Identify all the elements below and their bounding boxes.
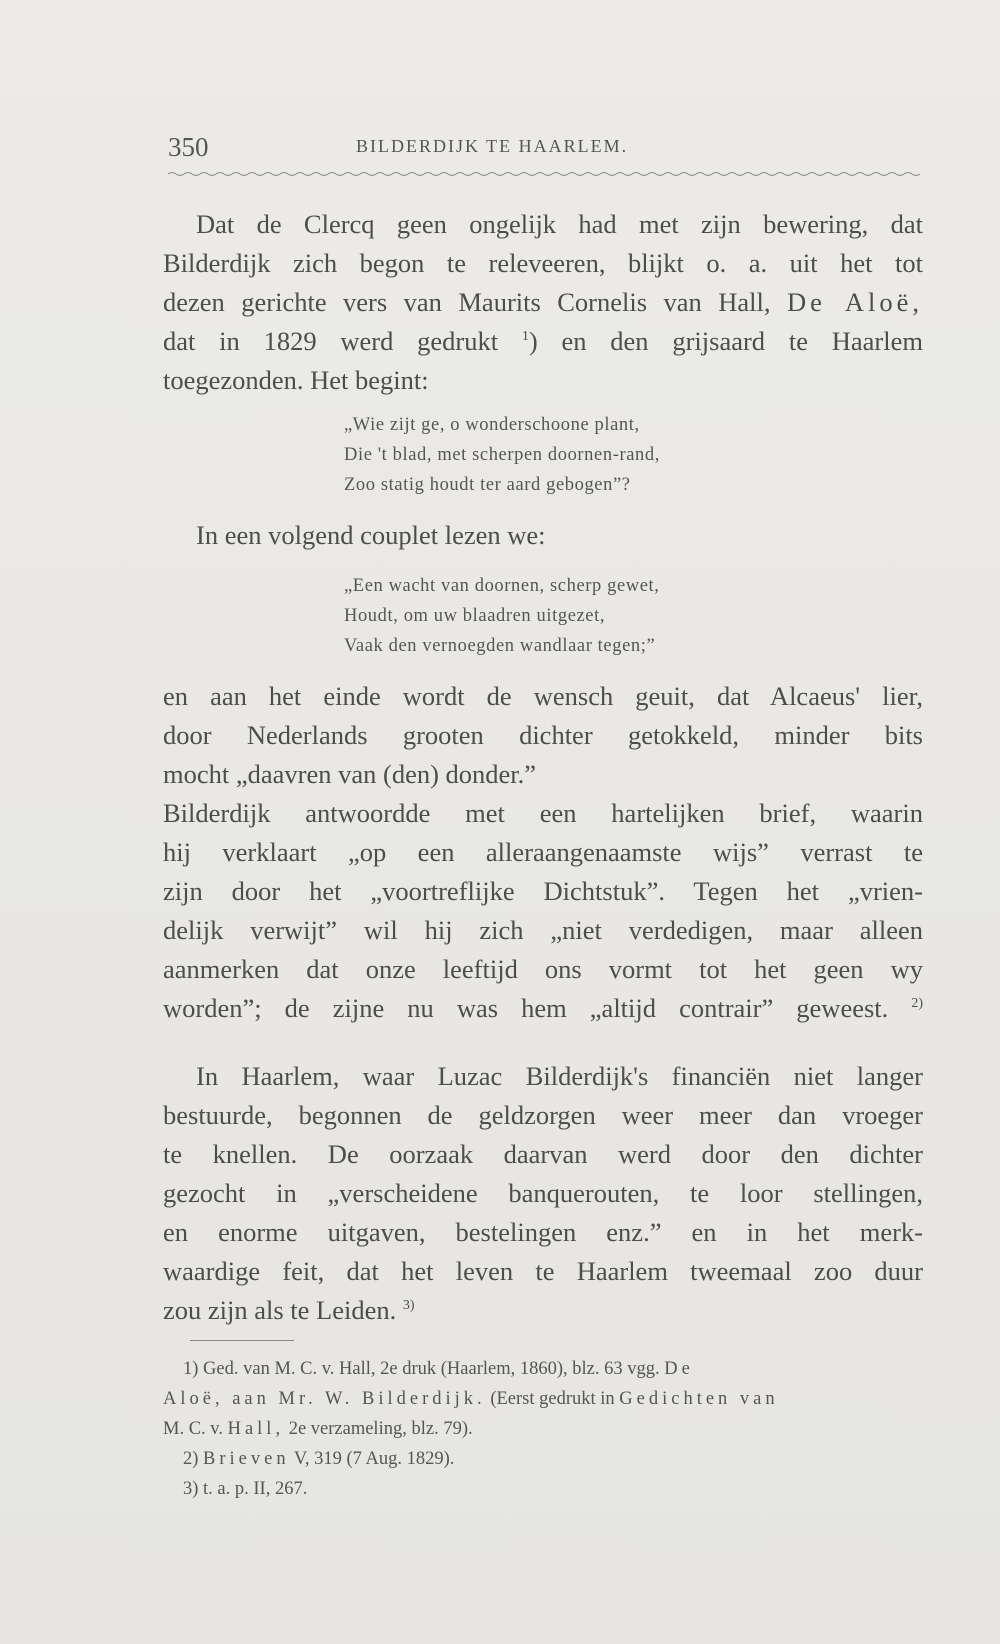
page-number: 350 <box>168 132 209 162</box>
poem-title: De Aloë, <box>786 287 923 317</box>
footnote-divider <box>190 1340 294 1341</box>
text-line: zijn door het „voortreflijke Dichtstuk”. Tegen het „vrien- <box>163 876 923 906</box>
footnotes <box>163 1354 923 1504</box>
text-line: te knellen. De oorzaak daarvan werd door den dichter <box>163 1139 923 1169</box>
text-line: Bilderdijk antwoordde met een hartelijken brief, waarin <box>163 798 923 828</box>
text-line: gezocht in „verscheidene banquerouten, te loor stellingen, <box>163 1178 923 1208</box>
text-line: In Haarlem, waar Luzac Bilderdijk's financiën niet langer <box>196 1061 923 1091</box>
text-line: dat in 1829 werd gedrukt $^1$) en den grijsaard te Haarlem <box>163 326 923 356</box>
verse-quote-2 <box>344 571 660 661</box>
running-title: BILDERDIJK TE HAARLEM. <box>356 136 629 156</box>
footnote-1-line-2: Aloë, aan Mr. W. Bilderdijk. (Eerst gedrukt in Gedichten van <box>163 1389 779 1409</box>
text-line: zou zijn als te Leiden. $^{3)}$ <box>163 1295 415 1325</box>
text-line: en aan het einde wordt de wensch geuit, dat Alcaeus' lier, <box>163 681 923 711</box>
text-line: door Nederlands grooten dichter getokkeld, minder bits <box>163 720 923 750</box>
header-wavy-rule <box>168 170 920 178</box>
verse-line: Houdt, om uw blaadren uitgezet, <box>344 606 606 626</box>
footnote-mark: 2) <box>911 996 923 1012</box>
paragraph-1 <box>163 205 923 400</box>
text-line: dezen gerichte vers van Maurits Cornelis van Hall, De Aloë, <box>163 287 923 317</box>
verse-line: „Een wacht van doornen, scherp gewet, <box>344 576 660 596</box>
footnote-mark: 1 <box>521 329 529 345</box>
text-line: bestuurde, begonnen de geldzorgen weer meer dan vroeger <box>163 1100 923 1130</box>
verse-line: Vaak den vernoegden wandlaar tegen;” <box>344 636 656 656</box>
running-header <box>168 132 928 172</box>
paragraph-2 <box>163 516 923 555</box>
text-line: Bilderdijk zich begon te releveeren, blijkt o. a. uit het tot <box>163 248 923 278</box>
text-line: hij verklaart „op een alleraangenaamste wijs” verrast te <box>163 837 923 867</box>
text-line: waardige feit, dat het leven te Haarlem tweemaal zoo duur <box>163 1256 923 1286</box>
footnote-1-line-1: 1) Ged. van M. C. v. Hall, 2e druk (Haarlem, 1860), blz. 63 vgg. De <box>183 1359 694 1379</box>
text-line: toegezonden. Het begint: <box>163 365 429 395</box>
verse-quote-1 <box>344 410 660 500</box>
text-line: In een volgend couplet lezen we: <box>196 520 546 550</box>
footnote-2: 2) Brieven V, 319 (7 Aug. 1829). <box>183 1449 455 1469</box>
verse-line: „Wie zijt ge, o wonderschoone plant, <box>344 415 640 435</box>
paragraph-3 <box>163 677 923 794</box>
text-line: Dat de Clercq geen ongelijk had met zijn bewering, dat <box>196 209 923 239</box>
verse-line: Die 't blad, met scherpen doornen-rand, <box>344 445 660 465</box>
text-line: en enorme uitgaven, bestelingen enz.” en in het merk- <box>163 1217 923 1247</box>
footnote-1-line-3: M. C. v. Hall, 2e verzameling, blz. 79). <box>163 1419 473 1439</box>
paragraph-4 <box>163 794 923 1028</box>
paragraph-5 <box>163 1057 923 1330</box>
footnote-3: 3) t. a. p. II, 267. <box>183 1479 308 1499</box>
text-line: worden”; de zijne nu was hem „altijd contrair” geweest. $^{2)}$ <box>163 993 923 1023</box>
text-line: aanmerken dat onze leeftijd ons vormt tot het geen wy <box>163 954 923 984</box>
text-line: mocht „daavren van (den) donder.” <box>163 759 537 789</box>
footnote-mark: 3) <box>402 1298 415 1314</box>
verse-line: Zoo statig houdt ter aard gebogen”? <box>344 475 631 495</box>
text-line: delijk verwijt” wil hij zich „niet verdedigen, maar alleen <box>163 915 923 945</box>
